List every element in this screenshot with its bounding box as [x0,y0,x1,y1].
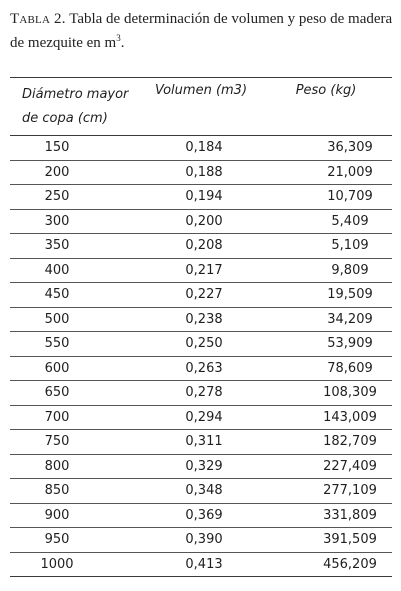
weight-cell: 108,309 [260,381,392,406]
volume-cell: 0,390 [142,528,260,553]
volume-cell: 0,238 [142,307,260,332]
diameter-cell: 800 [10,454,142,479]
header-volume: Volumen (m3) [142,78,260,136]
volume-cell: 0,329 [142,454,260,479]
weight-cell: 391,509 [260,528,392,553]
weight-cell: 331,809 [260,503,392,528]
volume-cell: 0,278 [142,381,260,406]
weight-cell: 10,709 [260,185,392,210]
table-row [10,405,392,430]
volume-cell: 0,294 [142,405,260,430]
table-row [10,430,392,455]
diameter-cell: 250 [10,185,142,210]
volume-weight-table [10,77,392,577]
weight-cell: 53,909 [260,332,392,357]
header-diameter-line2: de copa (cm) [22,110,108,126]
weight-cell: 227,409 [260,454,392,479]
volume-cell: 0,217 [142,258,260,283]
table-row [10,234,392,259]
weight-cell: 21,009 [260,160,392,185]
diameter-cell: 350 [10,234,142,259]
volume-cell: 0,227 [142,283,260,308]
volume-cell: 0,413 [142,552,260,577]
diameter-cell: 500 [10,307,142,332]
caption-label: Tabla 2. [10,11,66,27]
volume-cell: 0,200 [142,209,260,234]
caption-superscript: 3 [116,33,121,43]
header-diameter [10,78,142,136]
volume-cell: 0,369 [142,503,260,528]
table-caption [10,7,395,55]
diameter-cell: 650 [10,381,142,406]
caption-text: Tabla de determinación de volumen y peso de madera de mezquite en m [10,11,393,51]
diameter-cell: 450 [10,283,142,308]
weight-cell: 277,109 [260,479,392,504]
volume-cell: 0,194 [142,185,260,210]
weight-cell: 36,309 [260,136,392,161]
volume-cell: 0,263 [142,356,260,381]
diameter-cell: 1000 [10,552,142,577]
volume-cell: 0,188 [142,160,260,185]
diameter-cell: 150 [10,136,142,161]
weight-cell: 34,209 [260,307,392,332]
diameter-cell: 200 [10,160,142,185]
diameter-cell: 850 [10,479,142,504]
weight-cell: 5,409 [260,209,392,234]
table-row [10,454,392,479]
table-row [10,381,392,406]
table-row [10,136,392,161]
weight-cell: 182,709 [260,430,392,455]
diameter-cell: 600 [10,356,142,381]
table-row [10,356,392,381]
header-diameter-line1: Diámetro mayor [22,86,129,102]
table-row [10,479,392,504]
table-row [10,258,392,283]
table-row [10,528,392,553]
diameter-cell: 400 [10,258,142,283]
weight-cell: 5,109 [260,234,392,259]
weight-cell: 19,509 [260,283,392,308]
diameter-cell: 550 [10,332,142,357]
table-row [10,209,392,234]
caption-end: . [120,35,125,51]
volume-cell: 0,348 [142,479,260,504]
diameter-cell: 700 [10,405,142,430]
table-header [10,78,392,136]
table-row [10,160,392,185]
table-row [10,332,392,357]
volume-cell: 0,311 [142,430,260,455]
diameter-cell: 900 [10,503,142,528]
table-row [10,307,392,332]
weight-cell: 9,809 [260,258,392,283]
diameter-cell: 750 [10,430,142,455]
diameter-cell: 950 [10,528,142,553]
header-row [10,78,392,136]
weight-cell: 456,209 [260,552,392,577]
weight-cell: 143,009 [260,405,392,430]
table-row [10,503,392,528]
volume-cell: 0,250 [142,332,260,357]
weight-cell: 78,609 [260,356,392,381]
table-body [10,136,392,577]
table-row [10,283,392,308]
volume-cell: 0,208 [142,234,260,259]
table-row [10,552,392,577]
header-weight: Peso (kg) [260,78,392,136]
volume-cell: 0,184 [142,136,260,161]
table-row [10,185,392,210]
diameter-cell: 300 [10,209,142,234]
